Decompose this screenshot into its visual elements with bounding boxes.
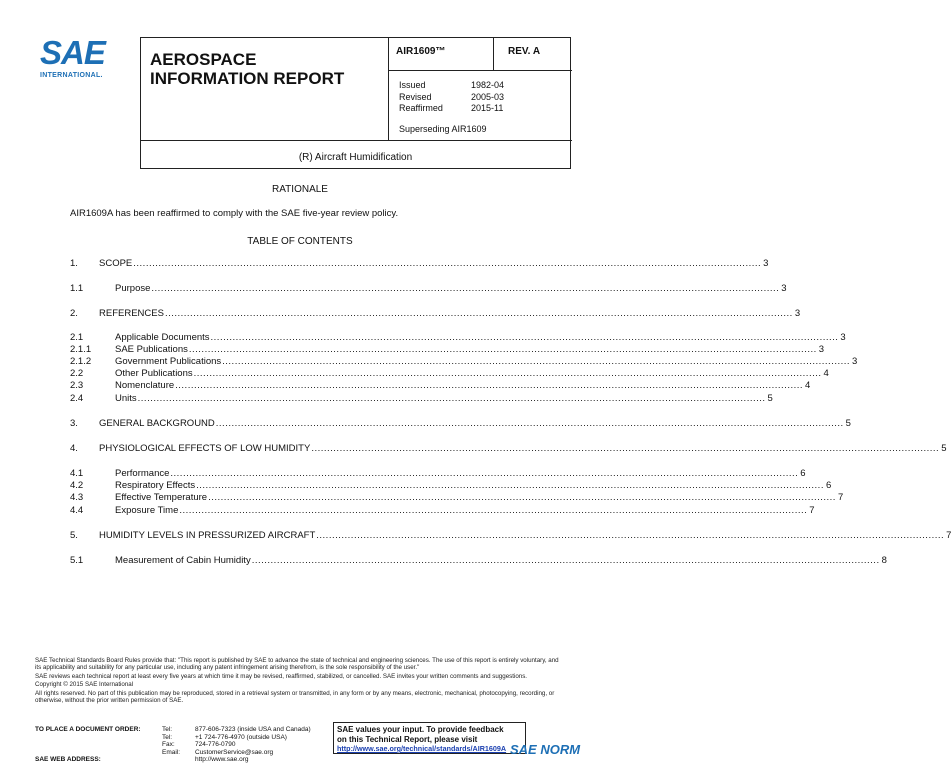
sae-logo: SAE xyxy=(40,34,105,71)
feedback-box xyxy=(333,722,526,754)
toc-entry[interactable]: 3. GENERAL BACKGROUND ........................................................................................................................................................................................................ 5 xyxy=(70,418,851,429)
toc-entry-number: 4. xyxy=(70,443,78,454)
order-fax: 724-776-0790 xyxy=(195,741,236,749)
toc-entry[interactable]: 1.1 Purpose ........................................................................................................................................................................................................ 3 xyxy=(70,283,787,294)
sae-norm-logo: SAE NORM xyxy=(510,742,581,757)
toc-entry-page: 7 xyxy=(809,505,815,516)
date-row: Issued 1982-04 xyxy=(399,80,505,90)
toc-entry-title: Respiratory Effects xyxy=(115,480,196,491)
toc-entry-number: 5.1 xyxy=(70,555,84,566)
toc-entry-title: HUMIDITY LEVELS IN PRESSURIZED AIRCRAFT xyxy=(99,530,316,541)
date-row: Reaffirmed 2015-11 xyxy=(399,103,504,113)
toc-entry-number: 1. xyxy=(70,258,78,269)
toc-entry-page: 8 xyxy=(881,555,887,566)
title-line-1: AEROSPACE xyxy=(150,50,257,69)
feedback-line-1: SAE values your input. To provide feedback xyxy=(337,725,504,734)
feedback-line-2: on this Technical Report, please visit xyxy=(337,734,478,744)
footer-copyright: Copyright © 2015 SAE International xyxy=(35,681,134,689)
toc-entry-title: GENERAL BACKGROUND xyxy=(99,418,215,429)
footer-review: SAE reviews each technical report at least every five years at which time it may be revised, reaffirmed, stabilized, or cancelled. SAE invites your written comments and suggestions. xyxy=(35,672,528,680)
toc-entry-number: 4.3 xyxy=(70,492,84,503)
toc-entry-title: Exposure Time xyxy=(115,505,179,516)
document-number: AIR1609™ xyxy=(396,46,446,57)
legal-footer xyxy=(35,657,565,705)
toc-entry-title: REFERENCES xyxy=(99,308,164,319)
toc-entry-number: 2. xyxy=(70,308,78,319)
toc-entry[interactable]: 2.4 Units ........................................................................................................................................................................................................ 5 xyxy=(70,393,773,404)
toc-entry-title: Applicable Documents xyxy=(115,332,210,343)
document-type-title xyxy=(150,50,344,88)
toc-entry[interactable]: 2.1.2 Government Publications ........................................................................................................................................................................................................ 3 xyxy=(70,356,858,367)
toc-entry-page: 3 xyxy=(818,344,825,355)
toc-entry-title: Units xyxy=(115,393,137,404)
toc-entry[interactable]: 2.2 Other Publications ........................................................................................................................................................................................................ 4 xyxy=(70,368,829,379)
toc-entry-number: 3. xyxy=(70,418,78,429)
toc-entry-page: 4 xyxy=(823,368,829,379)
toc-entry-page: 7 xyxy=(837,492,844,503)
toc-entry-page: 3 xyxy=(794,308,801,319)
toc-entry-title: Government Publications xyxy=(115,356,222,367)
toc-entry-number: 1.1 xyxy=(70,283,84,294)
toc-entry[interactable]: 2.1 Applicable Documents ........................................................................................................................................................................................................ 3 xyxy=(70,332,846,343)
toc-entry[interactable]: 2.1.1 SAE Publications ........................................................................................................................................................................................................ 3 xyxy=(70,344,825,355)
toc-entry-title: Effective Temperature xyxy=(115,492,208,503)
footer-rules: SAE Technical Standards Board Rules provide that: "This report is published by SAE to advance the state of technical and engineering sciences. The use of this report is entirely voluntary, and its applicability and suitability for any particular use, including any patent infringement arising therefrom, is the sole responsibility of the user." xyxy=(35,657,559,672)
superseding-note: Superseding AIR1609 xyxy=(399,124,487,134)
footer-rights: All rights reserved. No part of this publication may be reproduced, stored in a retrieval system or transmitted, in any form or by any means, electronic, mechanical, photocopying, recording, or otherwise, without the prior written permission of SAE. xyxy=(35,689,555,705)
toc-entry[interactable]: 1. SCOPE ........................................................................................................................................................................................................ 3 xyxy=(70,258,769,269)
toc-entry-number: 2.1.2 xyxy=(70,356,92,367)
feedback-link[interactable]: http://www.sae.org/technical/standards/AIR1609A xyxy=(337,744,507,753)
toc-entry-title: PHYSIOLOGICAL EFFECTS OF LOW HUMIDITY xyxy=(99,443,311,454)
toc-entry-page: 5 xyxy=(845,418,851,429)
toc-entry[interactable]: 4.2 Respiratory Effects ........................................................................................................................................................................................................ 6 xyxy=(70,480,832,491)
toc-entry-page: 3 xyxy=(840,332,846,343)
rationale-heading: RATIONALE xyxy=(272,184,328,195)
order-info: TO PLACE A DOCUMENT ORDER: Tel: 877-606-7323 (inside USA and Canada) Tel: +1 724-776-4970 (outside USA) Fax: 724-776-0790 Email: CustomerService@sae.org SAE WEB ADDRESS: http://www.sae.org xyxy=(35,726,311,764)
toc-entry-number: 4.2 xyxy=(70,480,84,491)
toc-entry-page: 7 xyxy=(946,530,951,541)
toc-entry[interactable]: 4.4 Exposure Time ........................................................................................................................................................................................................ 7 xyxy=(70,505,815,516)
toc-entry[interactable]: 4. PHYSIOLOGICAL EFFECTS OF LOW HUMIDITY ........................................................................................................................................................................................................ 5 xyxy=(70,443,947,454)
toc-entry-page: 6 xyxy=(800,468,806,479)
toc-entry[interactable]: 2.3 Nomenclature ........................................................................................................................................................................................................ 4 xyxy=(70,380,811,391)
toc-entry[interactable]: 5.1 Measurement of Cabin Humidity ........................................................................................................................................................................................................ 8 xyxy=(70,555,887,566)
toc-entry-title: Other Publications xyxy=(115,368,193,379)
title-line-2: INFORMATION REPORT xyxy=(150,69,345,88)
order-phone-intl: +1 724-776-4970 (outside USA) xyxy=(195,733,287,741)
toc-entry-page: 3 xyxy=(852,356,858,367)
web-label: SAE WEB ADDRESS: xyxy=(35,756,101,764)
toc-entry-number: 2.1 xyxy=(70,332,84,343)
toc-entry-title: Nomenclature xyxy=(115,380,175,391)
order-email[interactable]: CustomerService@sae.org xyxy=(195,748,274,756)
toc-entry-page: 5 xyxy=(941,443,947,454)
toc-entry-page: 6 xyxy=(825,480,832,491)
sae-logo-subtext: INTERNATIONAL. xyxy=(40,72,103,79)
toc-entry-title: Purpose xyxy=(115,283,151,294)
toc-entry[interactable]: 4.3 Effective Temperature ........................................................................................................................................................................................................ 7 xyxy=(70,492,844,503)
toc-entry-number: 2.4 xyxy=(70,393,84,404)
toc-entry[interactable]: 5. HUMIDITY LEVELS IN PRESSURIZED AIRCRAFT ........................................................................................................................................................................................................ 7 xyxy=(70,530,951,541)
toc-entry-page: 4 xyxy=(805,380,811,391)
toc-entry[interactable]: 2. REFERENCES ........................................................................................................................................................................................................ 3 xyxy=(70,308,801,319)
order-phone: 877-606-7323 (inside USA and Canada) xyxy=(195,726,311,733)
date-row: Revised 2005-03 xyxy=(399,91,505,102)
toc-entry-number: 4.1 xyxy=(70,468,84,479)
toc-entry-title: Measurement of Cabin Humidity xyxy=(115,555,251,566)
web-address-link[interactable]: http://www.sae.org xyxy=(195,756,249,764)
document-subtitle: (R) Aircraft Humidification xyxy=(298,152,413,163)
date-block xyxy=(399,80,504,115)
toc-entry-number: 5. xyxy=(70,530,78,541)
toc-entry-page: 3 xyxy=(781,283,787,294)
toc-entry-number: 4.4 xyxy=(70,505,84,516)
toc-entry-number: 2.3 xyxy=(70,380,84,391)
toc-entry-title: SCOPE xyxy=(99,258,133,269)
order-label: TO PLACE A DOCUMENT ORDER: xyxy=(35,726,141,733)
toc-entry-title: Performance xyxy=(115,468,170,479)
revision-label: REV. A xyxy=(508,46,541,57)
toc-heading: TABLE OF CONTENTS xyxy=(247,236,353,247)
toc-entry-title: SAE Publications xyxy=(115,344,188,355)
toc-entry-page: 3 xyxy=(763,258,769,269)
toc-entry-page: 5 xyxy=(767,393,773,404)
toc-entry-number: 2.1.1 xyxy=(70,344,92,355)
rationale-text: AIR1609A has been reaffirmed to comply with the SAE five-year review policy. xyxy=(70,208,399,219)
toc-entry[interactable]: 4.1 Performance ........................................................................................................................................................................................................ 6 xyxy=(70,468,806,479)
toc-entry-number: 2.2 xyxy=(70,368,84,379)
